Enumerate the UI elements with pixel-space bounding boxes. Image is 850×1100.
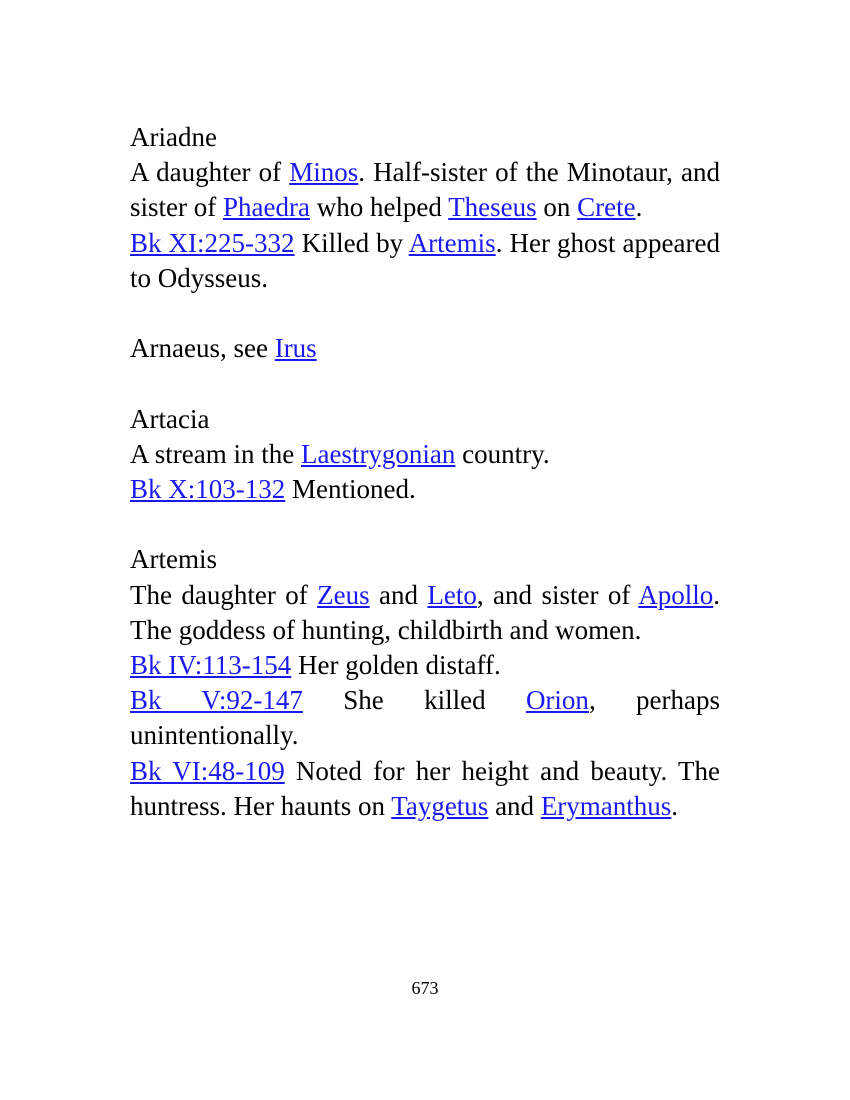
entry-reference: Bk X:103-132 Mentioned. <box>130 474 416 504</box>
link-artemis[interactable]: Artemis <box>408 227 496 258</box>
entry-reference: Bk VI:48-109 Noted for her height and beauty. The huntress. Her haunts on Taygetus and Erymanthus. <box>130 755 720 821</box>
entry-artacia <box>130 402 720 508</box>
entry-title: Artemis <box>130 544 217 575</box>
entry-reference: Bk V:92-147 She killed Orion, perhaps unintentionally. <box>130 685 721 751</box>
spacer <box>130 296 720 331</box>
link-leto[interactable]: Leto <box>427 579 477 610</box>
spacer <box>130 507 720 542</box>
entry-description: A daughter of Minos. Half-sister of the Minotaur, and sister of Phaedra who helped Theseus on Crete. <box>130 157 720 223</box>
entry-reference: Bk XI:225-332 Killed by Artemis. Her ghost appeared to Odysseus. <box>130 227 720 293</box>
entry-description: A stream in the Laestrygonian country. <box>130 438 550 469</box>
index-page <box>130 120 720 824</box>
page-number: 673 <box>411 978 439 998</box>
entry-cross-reference: Arnaeus, see Irus <box>130 333 317 364</box>
entry-artemis <box>130 542 720 824</box>
link-bk-vi-48-109[interactable]: Bk VI:48-109 <box>130 755 285 786</box>
link-zeus[interactable]: Zeus <box>317 579 370 610</box>
entry-description: The daughter of Zeus and Leto, and sister of Apollo. The goddess of hunting, childbirth and women. <box>130 579 721 645</box>
link-orion[interactable]: Orion <box>525 685 589 716</box>
spacer <box>130 366 720 401</box>
entry-ariadne <box>130 120 720 296</box>
link-laestrygonian[interactable]: Laestrygonian <box>300 438 456 469</box>
link-bk-v-92-147[interactable]: Bk V:92-147 <box>130 685 303 716</box>
entry-arnaeus <box>130 331 720 366</box>
link-taygetus[interactable]: Taygetus <box>391 790 489 821</box>
entry-title: Artacia <box>130 403 210 434</box>
link-theseus[interactable]: Theseus <box>448 192 537 223</box>
link-irus[interactable]: Irus <box>274 333 317 364</box>
link-minos[interactable]: Minos <box>289 157 359 188</box>
link-bk-iv-113-154[interactable]: Bk IV:113-154 <box>130 650 292 680</box>
entry-reference: Bk IV:113-154 Her golden distaff. <box>130 650 501 680</box>
entry-title: Ariadne <box>130 122 217 152</box>
link-phaedra[interactable]: Phaedra <box>222 192 310 223</box>
link-apollo[interactable]: Apollo <box>638 579 714 610</box>
link-bk-x-103-132[interactable]: Bk X:103-132 <box>130 474 286 504</box>
link-erymanthus[interactable]: Erymanthus <box>540 790 672 821</box>
link-bk-xi-225-332[interactable]: Bk XI:225-332 <box>130 227 295 258</box>
link-crete[interactable]: Crete <box>577 192 636 223</box>
